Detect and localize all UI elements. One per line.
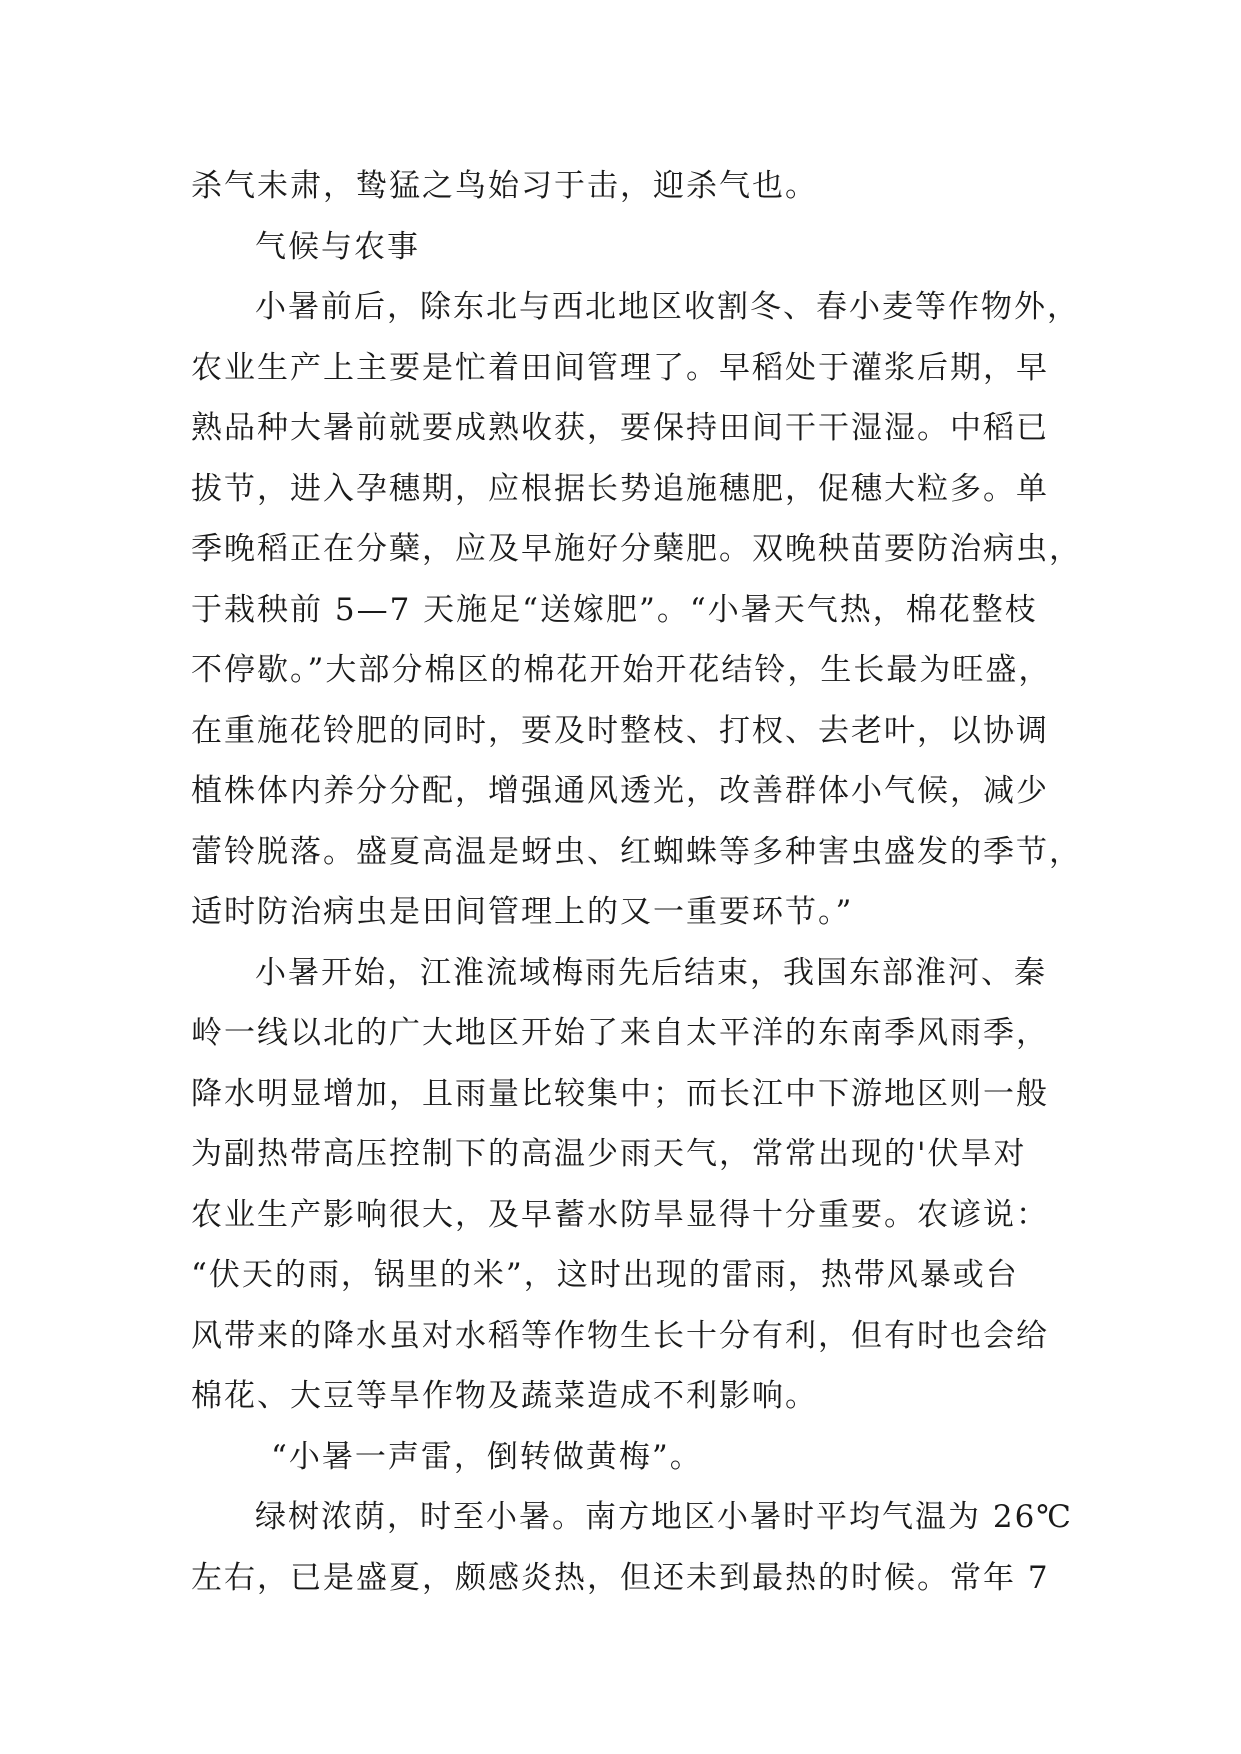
text-line: 植株体内养分分配，增强通风透光，改善群体小气候，减少	[191, 773, 1049, 809]
text-line: 小暑前后，除东北与西北地区收割冬、春小麦等作物外，	[255, 289, 1080, 325]
text-line: 岭一线以北的广大地区开始了来自太平洋的东南季风雨季，	[191, 1015, 1049, 1051]
text-line: 小暑开始，江淮流域梅雨先后结束，我国东部淮河、秦	[255, 954, 1047, 991]
text-line: 不停歇。”大部分棉区的棉花开始开花结铃，生长最为旺盛，	[191, 652, 1052, 688]
text-line: 于栽秧前 5—7 天施足“送嫁肥”。“小暑天气热，棉花整枝	[191, 591, 1038, 628]
text-line: 风带来的降水虽对水稻等作物生长十分有利，但有时也会给	[191, 1317, 1049, 1354]
text-line: 适时防治病虫是田间管理上的又一重要环节。”	[191, 894, 854, 930]
text-line: 杀气未肃，鸷猛之鸟始习于击，迎杀气也。	[191, 168, 818, 204]
text-line: “伏天的雨，锅里的米”，这时出现的雷雨，热带风暴或台	[191, 1257, 1019, 1293]
text-line: 在重施花铃肥的同时，要及时整枝、打杈、去老叶，以协调	[191, 712, 1049, 749]
text-line: 棉花、大豆等旱作物及蔬菜造成不利影响。	[191, 1378, 818, 1414]
text-line: 蕾铃脱落。盛夏高温是蚜虫、红蜘蛛等多种害虫盛发的季节，	[191, 833, 1082, 870]
text-line: 拔节，进入孕穗期，应根据长势追施穗肥，促穗大粒多。单	[191, 470, 1049, 507]
text-line: 绿树浓荫，时至小暑。南方地区小暑时平均气温为 26℃	[255, 1499, 1073, 1535]
text-line: 左右，已是盛夏，颇感炎热，但还未到最热的时候。常年 7	[191, 1559, 1050, 1596]
text-line: 农业生产上主要是忙着田间管理了。早稻处于灌浆后期，早	[191, 349, 1049, 386]
section-heading: 气候与农事	[255, 228, 420, 265]
text-line: 为副热带高压控制下的高温少雨天气，常常出现的'伏旱对	[191, 1136, 1027, 1172]
proverb-line: “小暑一声雷，倒转做黄梅”。	[271, 1438, 703, 1475]
text-line: 降水明显增加，且雨量比较集中；而长江中下游地区则一般	[191, 1075, 1049, 1112]
text-line: 农业生产影响很大，及早蓄水防旱显得十分重要。农谚说：	[191, 1196, 1049, 1233]
body-text	[191, 156, 1081, 1608]
text-line: 季晚稻正在分蘖，应及早施好分蘖肥。双晚秧苗要防治病虫，	[191, 531, 1082, 567]
text-line: 熟品种大暑前就要成熟收获，要保持田间干干湿湿。中稻已	[191, 410, 1049, 446]
